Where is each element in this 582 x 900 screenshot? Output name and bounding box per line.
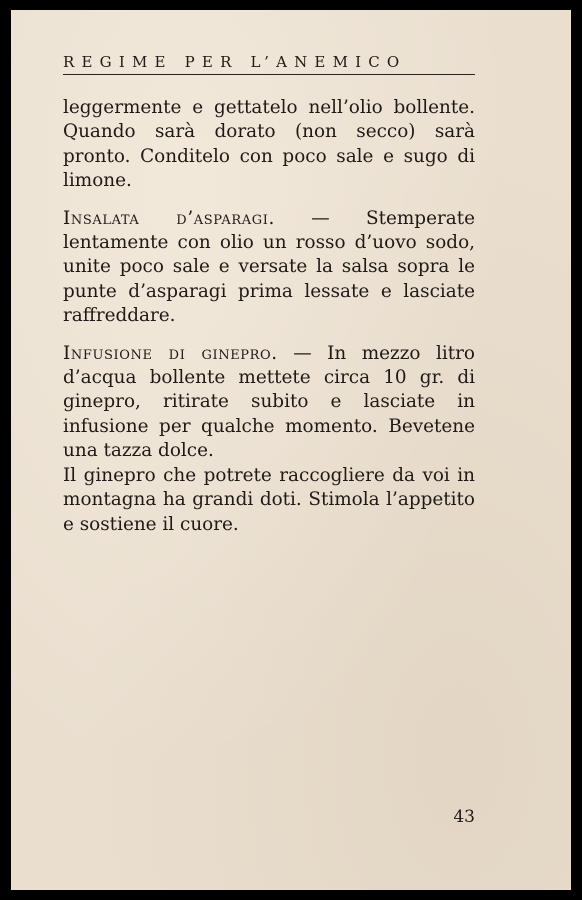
body-text <box>63 96 475 537</box>
page-number: 43 <box>453 807 475 827</box>
header-rule <box>63 74 475 75</box>
book-page <box>11 10 571 890</box>
paragraph-ginepro-note: Il ginepro che potrete raccogliere da voi in montagna ha grandi doti. Stimola l’appetito e sostiene il cuore. <box>63 464 475 535</box>
paragraph-continuation: leggermente e gettatelo nell’olio bollente. Quando sarà dorato (non secco) sarà pronto. Conditelo con poco sale e sugo di limone. <box>63 97 475 192</box>
running-head: REGIME PER L’ANEMICO <box>63 53 407 71</box>
recipe-heading: Infusione di ginepro. <box>63 342 278 364</box>
recipe-text: — Stemperate lentamente con olio un rosso d’uovo sodo, unite poco sale e versate la salsa sopra le punte d’asparagi prima lessate e lasciate raffreddare. <box>63 207 475 327</box>
recipe-infusione-ginepro <box>63 342 475 464</box>
recipe-text: — In mezzo litro d’acqua bollente mettete circa 10 gr. di ginepro, ritirate subito e lasciate in infusione per qualche momento. Bevetene una tazza dolce. <box>63 342 475 462</box>
recipe-insalata-asparagi <box>63 207 475 329</box>
recipe-heading: Insalata d’asparagi. <box>63 207 275 229</box>
